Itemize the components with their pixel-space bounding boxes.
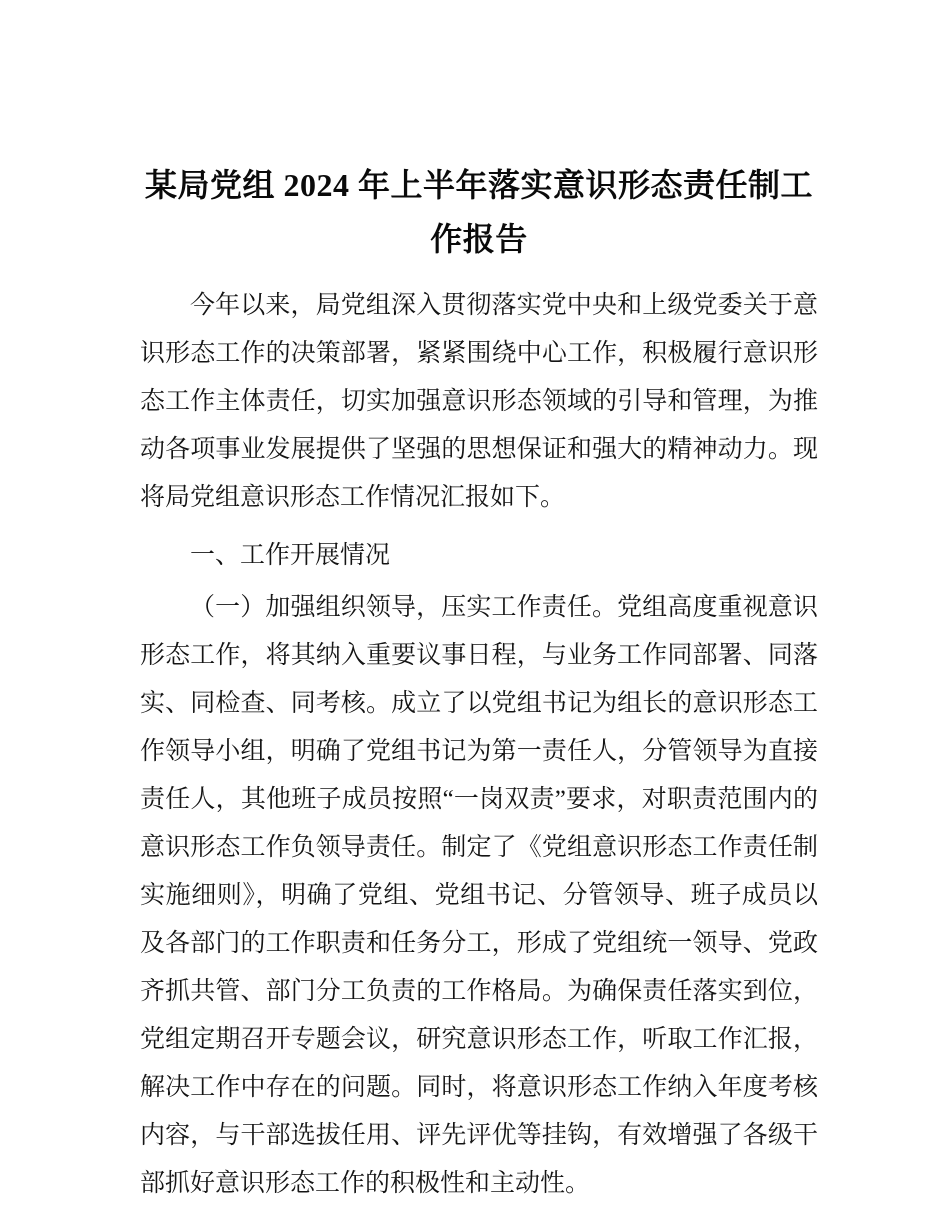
paragraph-intro: 今年以来，局党组深入贯彻落实党中央和上级党委关于意识形态工作的决策部署，紧紧围绕中心工作，积极履行意识形态工作主体责任，切实加强意识形态领域的引导和管理，为推动各项事业发展提供了坚强的思想保证和强大的精神动力。现将局党组意识形态工作情况汇报如下。 [140, 292, 818, 511]
paragraph-section1-item1: （一）加强组织领导，压实工作责任。党组高度重视意识形态工作，将其纳入重要议事日程，与业务工作同部署、同落实、同检查、同考核。成立了以党组书记为组长的意识形态工作领导小组，明确了党组书记为第一责任人，分管领导为直接责任人，其他班子成员按照“一岗双责”要求，对职责范围内的意识形态工作负领导责任。制定了《党组意识形态工作责任制实施细则》，明确了党组、党组书记、分管领导、班子成员以及各部门的工作职责和任务分工，形成了党组统一领导、党政齐抓共管、部门分工负责的工作格局。为确保责任落实到位，党组定期召开专题会议，研究意识形态工作，听取工作汇报，解决工作中存在的问题。同时，将意识形态工作纳入年度考核内容，与干部选拔任用、评先评优等挂钩，有效增强了各级干部抓好意识形态工作的积极性和主动性。 [140, 594, 818, 1197]
section-heading-1: 一、工作开展情况 [190, 542, 391, 569]
document-title: 某局党组 2024 年上半年落实意识形态责任制工作报告 [144, 167, 813, 257]
